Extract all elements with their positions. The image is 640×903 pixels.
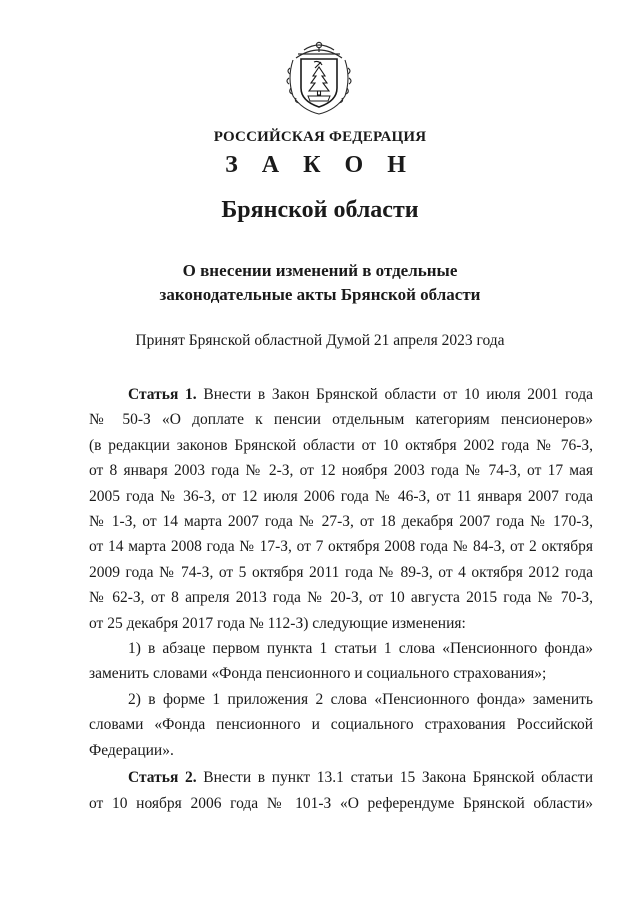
article-2-line: Статья 2. Внести в пункт 13.1 статьи 15 Закона Брянской области — [128, 769, 593, 787]
article-1-label: Статья 1. — [128, 386, 197, 403]
article-1-line: от 8 января 2003 года № 2-З, от 12 ноября 2003 года № 74-З, от 17 мая — [89, 462, 593, 480]
article-1-item-1 — [89, 636, 593, 687]
country-heading: РОССИЙСКАЯ ФЕДЕРАЦИЯ — [213, 129, 427, 145]
article-1 — [89, 382, 593, 636]
article-1-line: (в редакции законов Брянской области от 10 октября 2002 года № 76-З, — [89, 436, 593, 454]
law-title-line-2: законодательные акты Брянской области — [159, 285, 481, 304]
article-1-line: № 1-З, от 14 марта 2007 года № 27-З, от 18 декабря 2007 года № 170-З, — [89, 513, 593, 531]
document-type-heading: З А К О Н — [225, 152, 415, 178]
article-1-line: № 62-З, от 8 апреля 2013 года № 20-З, от 10 августа 2015 года № 70-З, — [89, 589, 593, 607]
article-1-line: от 25 декабря 2017 года № 112-З) следующие изменения: — [89, 614, 466, 632]
article-1-line: № 50-З «О доплате к пенсии отдельным категориям пенсионеров» — [89, 411, 593, 429]
article-1-item-2 — [89, 687, 593, 763]
article-1-line: от 14 марта 2008 года № 17-З, от 7 октября 2008 года № 84-З, от 2 октября — [89, 538, 593, 556]
adoption-note: Принят Брянской областной Думой 21 апреля 2023 года — [135, 332, 505, 349]
item-1-line: заменить словами «Фонда пенсионного и социального страхования»; — [89, 665, 547, 683]
article-2-line: от 10 ноября 2006 года № 101-З «О референдуме Брянской области» — [89, 794, 593, 812]
region-heading: Брянской области — [221, 197, 419, 223]
article-2-label: Статья 2. — [128, 769, 197, 787]
item-2-line: 2) в форме 1 приложения 2 слова «Пенсионного фонда» заменить — [128, 690, 593, 708]
law-title-line-1: О внесении изменений в отдельные — [182, 261, 458, 280]
article-1-line: 2005 года № 36-З, от 12 июля 2006 года № 46-З, от 11 января 2007 года — [89, 487, 593, 505]
law-body — [89, 382, 593, 816]
item-2-line: словами «Фонда пенсионного и социального страхования Российской — [89, 716, 593, 734]
item-1-line: 1) в абзаце первом пункта 1 статьи 1 слова «Пенсионного фонда» — [128, 640, 593, 658]
article-1-line: 2009 года № 74-З, от 5 октября 2011 года № 89-З, от 4 октября 2012 года — [89, 563, 593, 581]
article-2 — [89, 765, 593, 816]
law-title — [0, 259, 640, 307]
item-2-line: Федерации». — [89, 741, 174, 759]
coat-of-arms-icon — [284, 38, 354, 116]
article-1-line: Статья 1. Внести в Закон Брянской области от 10 июля 2001 года — [128, 386, 594, 403]
